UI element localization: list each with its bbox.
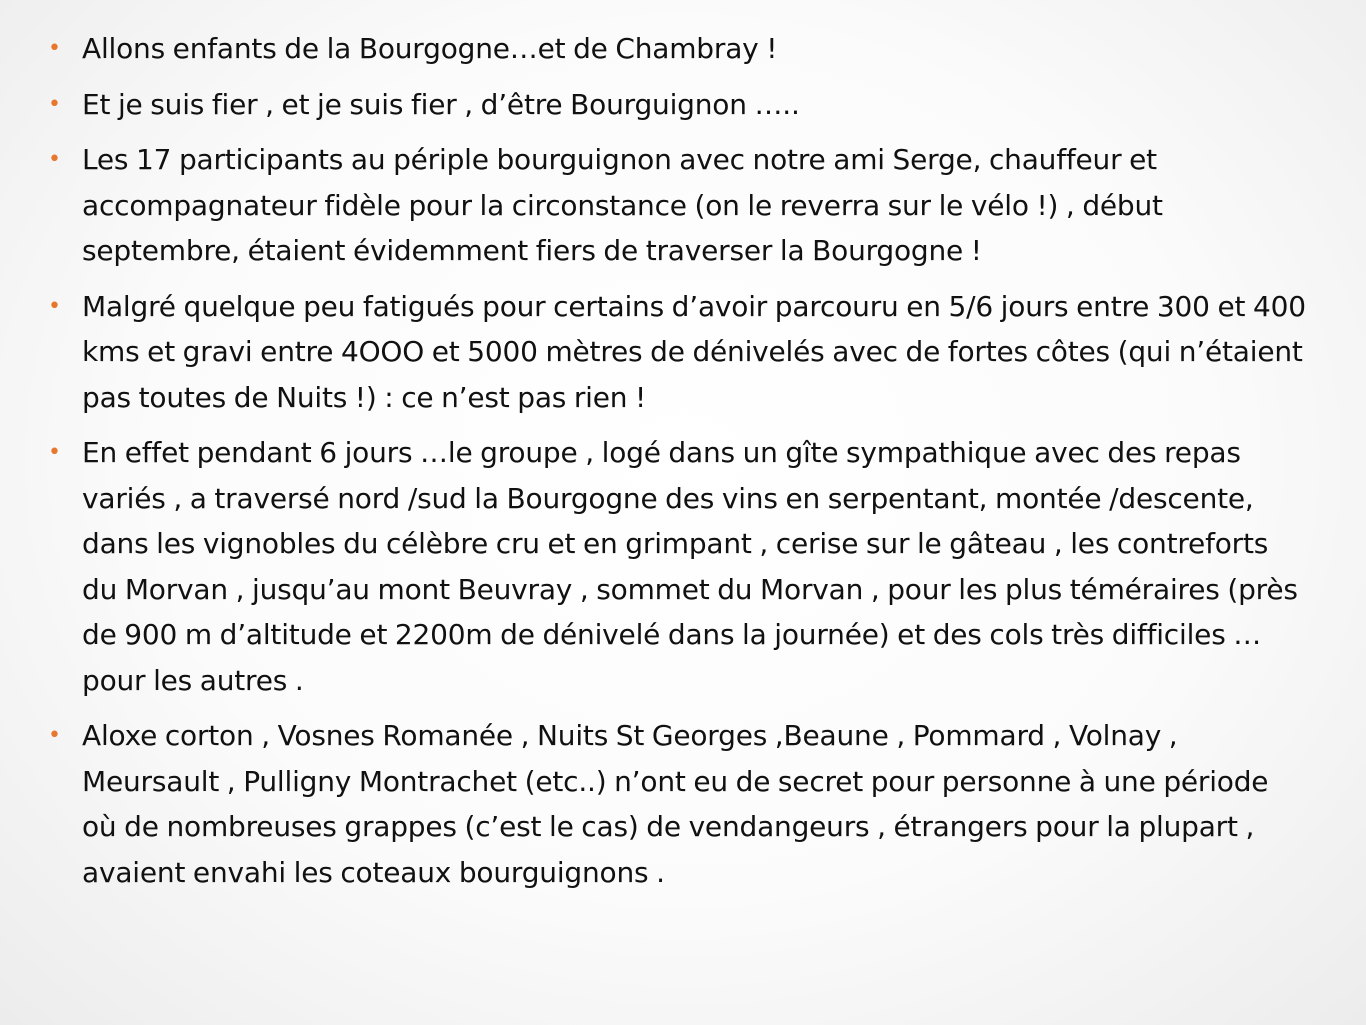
bullet-text: Malgré quelque peu fatigués pour certains d’avoir parcouru en 5/6 jours entre 300 et 400 kms et gravi entre 4OOO et 5000 mètres de dénivelés avec de fortes côtes (qui n’étaient pas toutes de Nuits !) : ce n’est pas rien ! [82,289,1306,414]
bullet-list [48,26,1306,895]
bullet-item [48,713,1306,895]
bullet-icon: • [48,91,61,117]
bullet-item [48,284,1306,421]
bullet-text: Et je suis fier , et je suis fier , d’être Bourguignon ….. [82,87,800,121]
bullet-item [48,137,1306,274]
bullet-text: En effet pendant 6 jours …le groupe , logé dans un gîte sympathique avec des repas variés , a traversé nord /sud la Bourgogne des vins en serpentant, montée /descente, dans les vignobles du célèbre cru et en grimpant , cerise sur le gâteau , les contreforts du Morvan , jusqu’au mont Beuvray , sommet du Morvan , pour les plus téméraires (près de 900 m d’altitude et 2200m de dénivelé dans la journée) et des cols très difficiles … pour les autres . [82,436,1298,697]
bullet-icon: • [48,36,61,61]
bullet-icon: • [48,147,61,172]
bullet-icon: • [48,293,61,319]
bullet-text: Les 17 participants au périple bourguignon avec notre ami Serge, chauffeur et accompagnateur fidèle pour la circonstance (on le reverra sur le vélo !) , début septembre, étaient évidemment fiers de traverser la Bourgogne ! [82,143,1163,267]
bullet-text: Allons enfants de la Bourgogne…et de Chambray ! [82,32,778,65]
bullet-icon: • [48,723,61,748]
bullet-item [48,26,1306,72]
bullet-icon: • [48,440,61,465]
bullet-text: Aloxe corton , Vosnes Romanée , Nuits St Georges ,Beaune , Pommard , Volnay , Meursault , Pulligny Montrachet (etc..) n’ont eu de secret pour personne à une période où de nombreuses grappes (c’est le cas) de vendangeurs , étrangers pour la plupart , avaient envahi les coteaux bourguignons . [82,719,1269,889]
bullet-item [48,82,1306,128]
bullet-item [48,430,1306,703]
